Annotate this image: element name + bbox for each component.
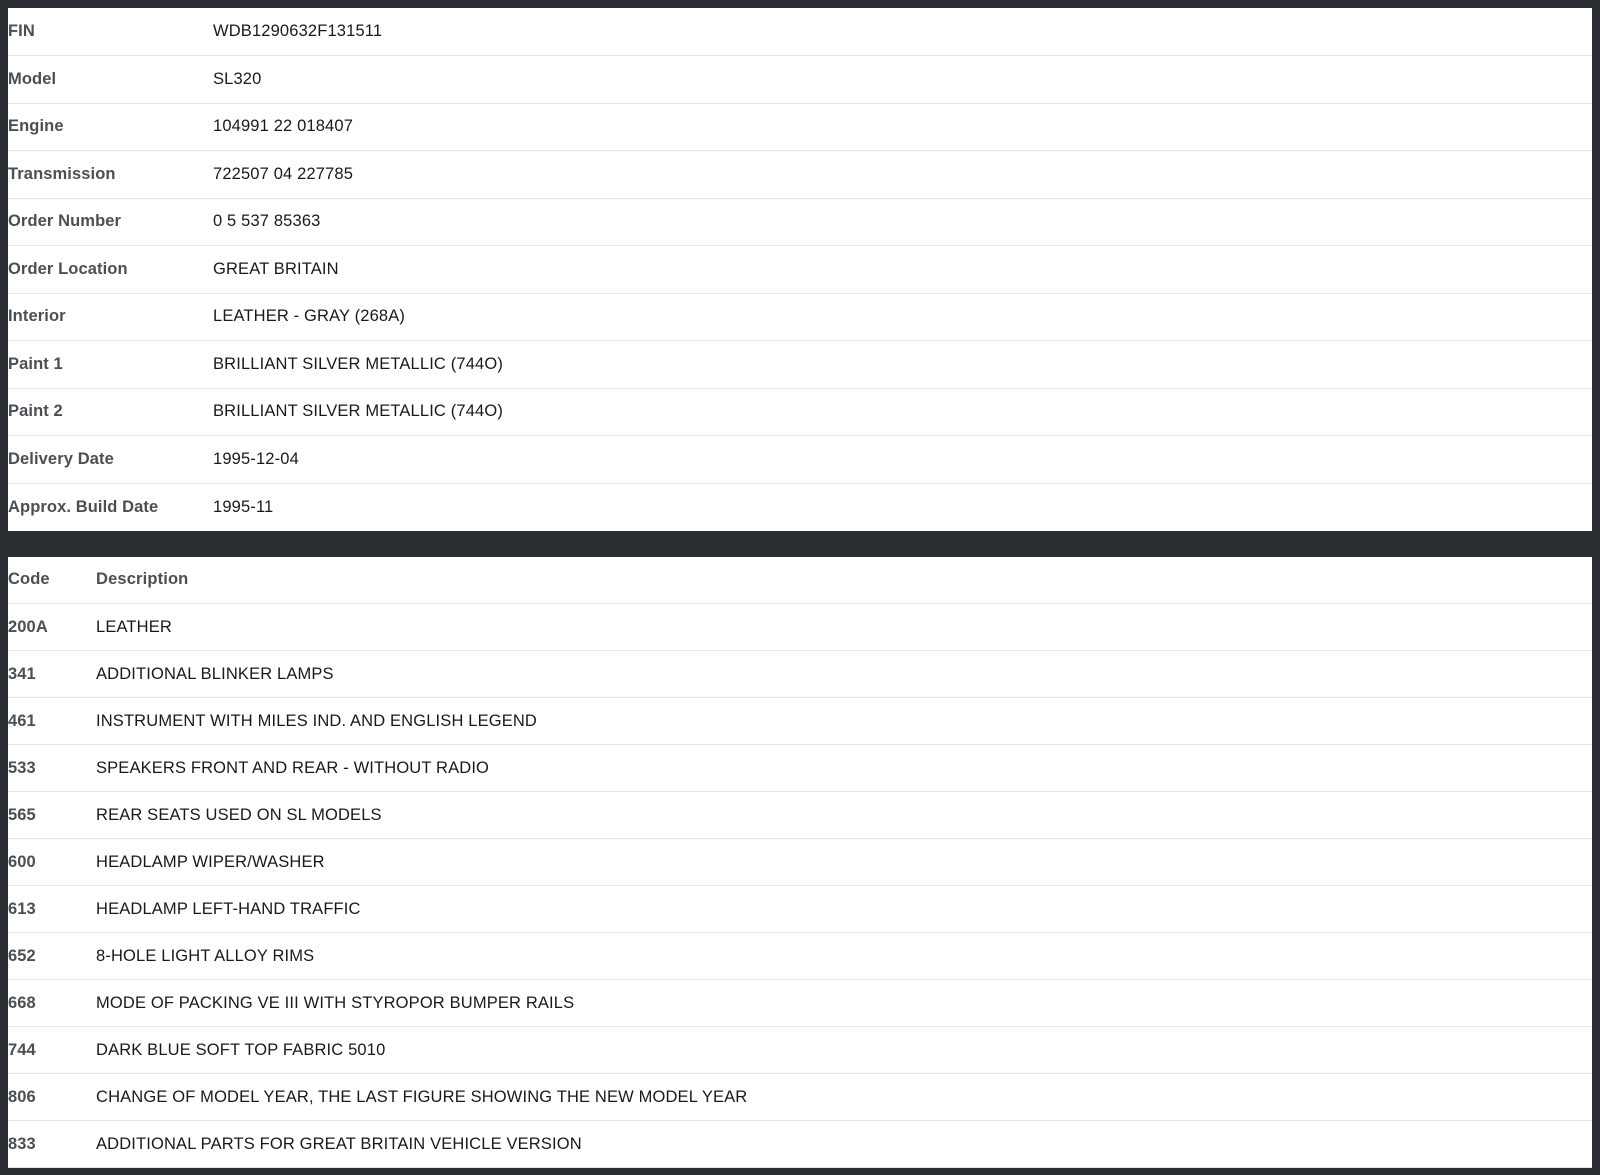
option-code: 565 [8,805,36,824]
spec-value: 1995-12-04 [213,449,299,468]
table-row [8,698,1592,745]
option-description: ADDITIONAL BLINKER LAMPS [96,664,334,683]
option-code: 652 [8,946,36,965]
table-row [8,483,1592,531]
option-codes-header [8,557,1592,604]
spec-value: 104991 22 018407 [213,117,354,136]
option-description: MODE OF PACKING VE III WITH STYROPOR BUMPER RAILS [96,993,575,1012]
table-row [8,293,1592,341]
spec-label: Order Number [8,212,122,231]
table-header-row [8,557,1592,604]
option-description: ADDITIONAL PARTS FOR GREAT BRITAIN VEHICLE VERSION [96,1134,582,1153]
spec-label: Approx. Build Date [8,497,159,516]
spec-value: GREAT BRITAIN [213,259,339,278]
option-description: INSTRUMENT WITH MILES IND. AND ENGLISH LEGEND [96,711,538,730]
spec-value: SL320 [213,69,262,88]
spec-value: 0 5 537 85363 [213,212,321,231]
option-code: 833 [8,1134,36,1153]
spec-value: BRILLIANT SILVER METALLIC (744O) [213,354,503,373]
spec-label: Paint 2 [8,402,63,421]
option-description: LEATHER [96,617,172,636]
option-description: 8-HOLE LIGHT ALLOY RIMS [96,946,315,965]
table-row [8,436,1592,484]
spec-label: Model [8,69,57,88]
spec-label: Interior [8,307,66,326]
option-code: 744 [8,1040,36,1059]
spec-label: FIN [8,22,35,40]
vehicle-spec-panel [8,8,1592,531]
spec-value: BRILLIANT SILVER METALLIC (744O) [213,402,503,421]
table-row [8,745,1592,792]
table-row [8,1121,1592,1168]
vehicle-spec-table [8,8,1592,531]
option-description: HEADLAMP WIPER/WASHER [96,852,325,871]
vehicle-spec-body [8,8,1592,531]
spec-value: 722507 04 227785 [213,164,354,183]
option-codes-body [8,604,1592,1168]
top-strip [0,0,1600,8]
option-codes-panel [8,557,1592,1169]
table-row [8,980,1592,1027]
table-row [8,1074,1592,1121]
option-code: 461 [8,711,36,730]
table-row [8,341,1592,389]
spec-value: 1995-11 [213,497,274,516]
spec-label: Transmission [8,164,116,183]
option-codes-table [8,557,1592,1169]
option-description: HEADLAMP LEFT-HAND TRAFFIC [96,899,361,918]
table-row [8,792,1592,839]
spec-value: WDB1290632F131511 [213,22,383,40]
table-row [8,1027,1592,1074]
table-row [8,651,1592,698]
spec-value: LEATHER - GRAY (268A) [213,307,406,326]
option-code: 806 [8,1087,36,1106]
option-description: DARK BLUE SOFT TOP FABRIC 5010 [96,1040,386,1059]
option-code: 533 [8,758,36,777]
table-row [8,604,1592,651]
spec-label: Paint 1 [8,354,63,373]
option-description: REAR SEATS USED ON SL MODELS [96,805,382,824]
option-description: CHANGE OF MODEL YEAR, THE LAST FIGURE SHOWING THE NEW MODEL YEAR [96,1087,748,1106]
table-row [8,246,1592,294]
section-divider [0,531,1600,557]
option-code: 668 [8,993,36,1012]
option-description: SPEAKERS FRONT AND REAR - WITHOUT RADIO [96,758,490,777]
option-code: 600 [8,852,36,871]
column-header-description: Description [96,570,189,589]
table-row [8,56,1592,104]
table-row [8,198,1592,246]
spec-label: Delivery Date [8,449,114,468]
table-row [8,8,1592,56]
column-header-code: Code [8,570,50,589]
table-row [8,839,1592,886]
table-row [8,933,1592,980]
spec-label: Order Location [8,259,128,278]
option-code: 200A [8,617,48,636]
spec-label: Engine [8,117,64,136]
table-row [8,151,1592,199]
option-code: 613 [8,899,36,918]
table-row [8,886,1592,933]
option-code: 341 [8,664,36,683]
table-row [8,388,1592,436]
table-row [8,103,1592,151]
